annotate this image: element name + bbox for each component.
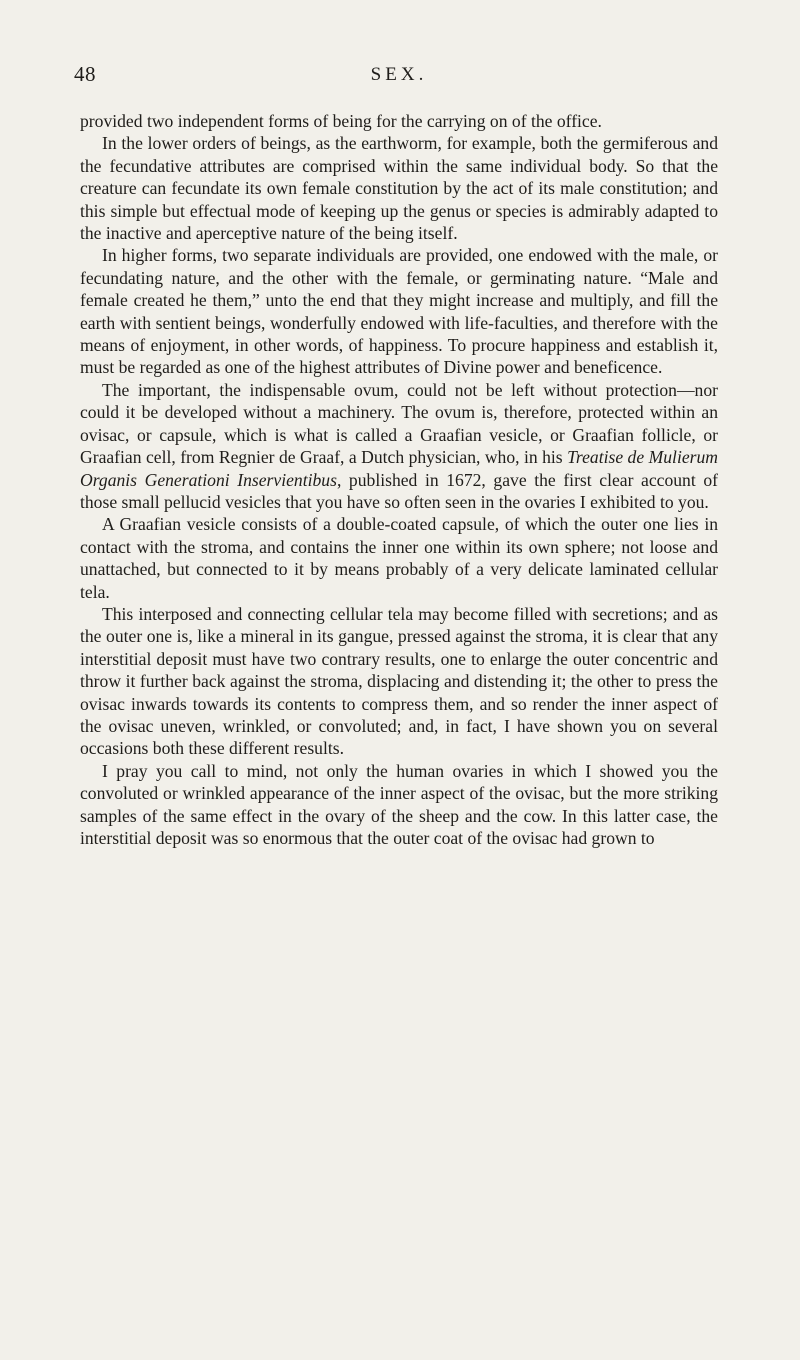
body-text: [80, 110, 718, 849]
paragraph-ovum-protection: [80, 379, 718, 513]
paragraph-higher-forms: In higher forms, two separate individuals are provided, one endowed with the male, or fecundating nature, and the other with the female, or germinating nature. “Male and female created he them,” unto the end that they might increase and multiply, and fill the earth with sentient beings, wonderfully endowed with life-faculties, and therefore with the means of enjoyment, in other words, of happiness. To procure happiness and establish it, must be regarded as one of the highest attributes of Divine power and beneficence.: [80, 245, 718, 378]
paragraph-lower-orders: In the lower orders of beings, as the earthworm, for example, both the germiferous and the fecundative attributes are comprised within the same individual body. So that the creature can fecundate its own female constitution by the act of its male constitution; and this simple but effectual mode of keeping up the genus or species is admirably adapted to the inactive and aperceptive nature of the being itself.: [80, 133, 718, 244]
paragraph-recall-ovaries: I pray you call to mind, not only the human ovaries in which I showed you the convoluted or wrinkled appearance of the inner aspect of the ovisac, but the more striking samples of the same effect in the ovary of the sheep and the cow. In this latter case, the interstitial deposit was so enormous that the outer coat of the ovisac had grown to: [80, 760, 718, 848]
paragraph-continuation: provided two independent forms of being for the carrying on of the office.: [80, 111, 602, 131]
treatise-title: Treatise de Mulierum Organis Generationi Inservientibus: [80, 447, 718, 490]
running-head: [74, 62, 718, 88]
paragraph-graafian-vesicle: A Graafian vesicle consists of a double-coated capsule, of which the outer one lies in contact with the stroma, and contains the inner one within its own sphere; not loose and unattached, but connected to it by means probably of a very delicate laminated cellular tela.: [80, 514, 718, 602]
page-number: 48: [74, 62, 96, 86]
paragraph-ovum-text-after: , published in 1672, gave the first clear account of those small pellucid vesicles that you have so often seen in the ovaries I exhibited to you.: [80, 469, 718, 512]
running-title: SEX.: [370, 64, 428, 85]
paragraph-ovum-text-before: The important, the indispensable ovum, could not be left without protection—nor could it be developed without a machinery. The ovum is, therefore, protected within an ovisac, or capsule, which is what is called a Graafian vesicle, or Graafian follicle, or Graafian cell, from Regnier de Graaf, a Dutch physician, who, in his: [80, 379, 718, 468]
book-page: [74, 62, 718, 849]
paragraph-cellular-tela: This interposed and connecting cellular tela may become filled with secretions; and as the outer one is, like a mineral in its gangue, pressed against the stroma, it is clear that any interstitial deposit must have two contrary results, one to enlarge the outer concentric and throw it further back against the stroma, displacing and distending it; the other to press the ovisac inwards towards its contents to compress them, and so render the inner aspect of the ovisac uneven, wrinkled, or convoluted; and, in fact, I have shown you on several occasions both these different results.: [80, 603, 718, 759]
